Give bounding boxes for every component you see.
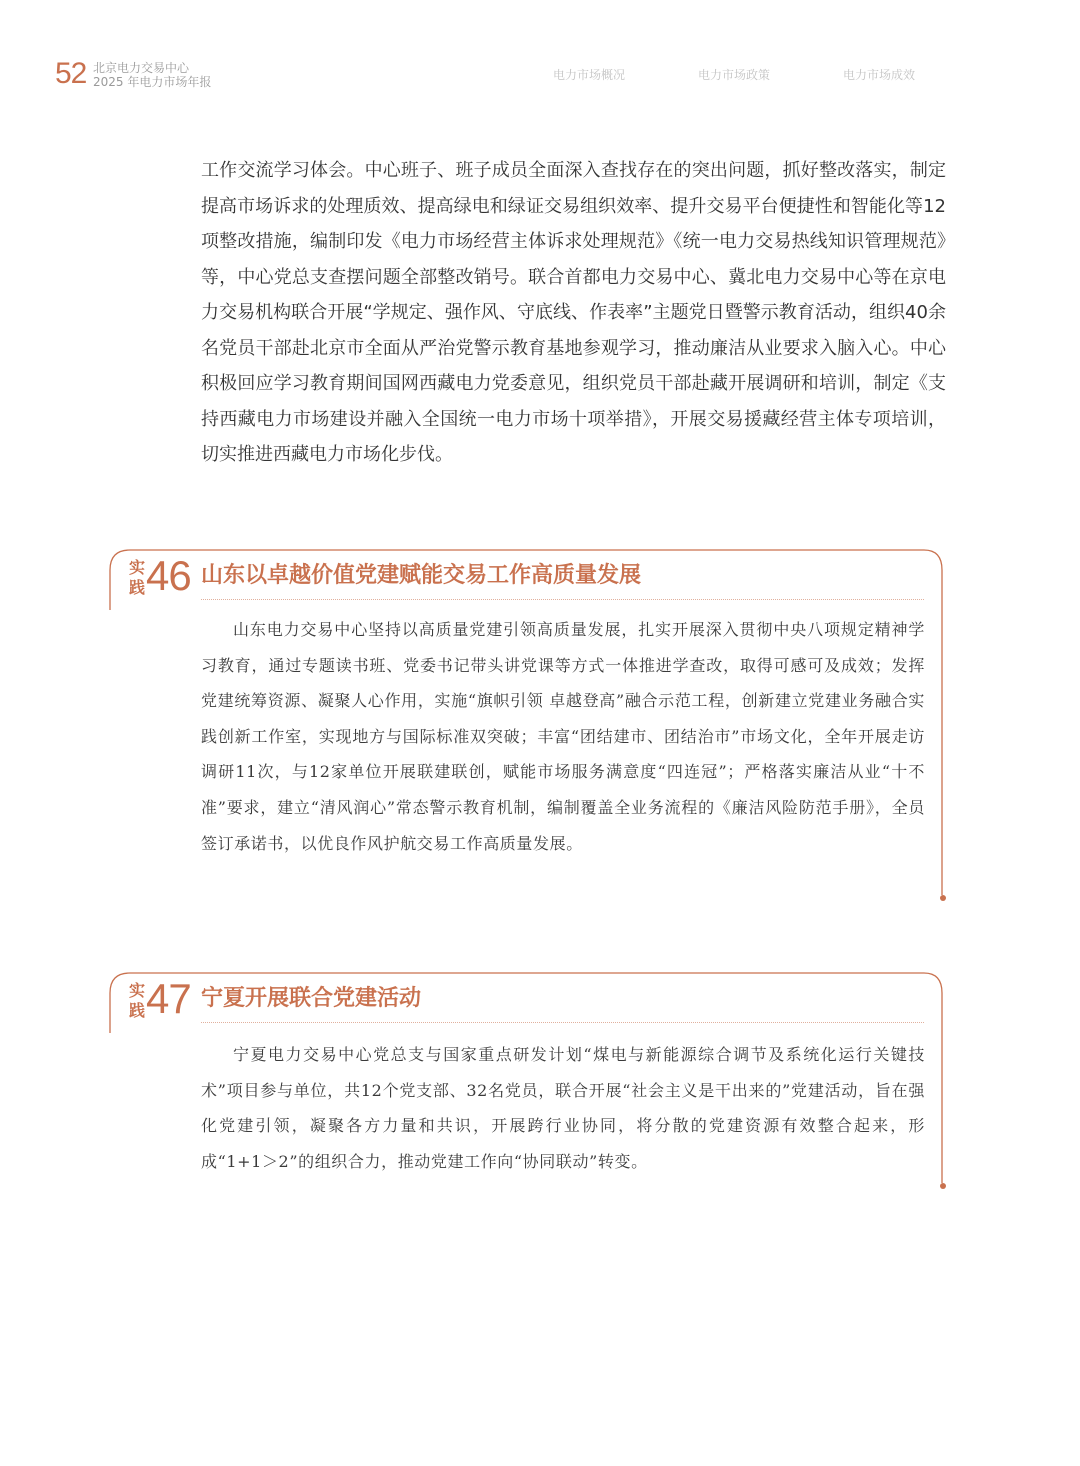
report-info [93,61,211,89]
practice-body [201,1037,925,1179]
practice-body [201,612,925,861]
practice-card [108,971,944,1186]
nav-link-overview[interactable]: 电力市场概况 [553,68,626,82]
practice-paragraph: 山东电力交易中心坚持以高质量党建引领高质量发展，扎实开展深入贯彻中央八项规定精神学习教育，通过专题读书班、党委书记带头讲党课等方式一体推进学查改，取得可感可及成效；发挥党建统筹资源、凝聚人心作用，实施“旗帜引领 卓越登高”融合示范工程，创新建立党建业务融合实践创新工作室，实现地方与国际标准双突破；丰富“团结建市、团结治市”市场文化，全年开展走访调研11次，与12家单位开展联建联创，赋能市场服务满意度“四连冠”；严格落实廉洁从业“十不准”要求，建立“清风润心”常态警示教育机制，编制覆盖全业务流程的《廉洁风险防范手册》，全员签订承诺书，以优良作风护航交易工作高质量发展。 [201,620,925,853]
org-name: 北京电力交易中心 [93,61,190,75]
practice-number: 46 [146,552,191,599]
practice-title: 山东以卓越价值党建赋能交易工作高质量发展 [201,563,642,588]
practice-tag-label: 实 践 [128,981,145,1020]
frame-end-dot [940,1183,946,1189]
practice-paragraph: 宁夏电力交易中心党总支与国家重点研发计划“煤电与新能源综合调节及系统化运行关键技术”项目参与单位，共12个党支部、32名党员，联合开展“社会主义是干出来的”党建活动，旨在强化党建引领，凝聚各方力量和共识，开展跨行业协同，将分散的党建资源有效整合起来，形成“1+1＞2”的组织合力，推动党建工作向“协同联动”转变。 [201,1045,925,1171]
nav-link-results[interactable]: 电力市场成效 [843,68,916,82]
frame-end-dot [940,895,946,901]
practice-tag-label: 实 践 [128,558,145,597]
intro-paragraph: 工作交流学习体会。中心班子、班子成员全面深入查找存在的突出问题，抓好整改落实，制定提高市场诉求的处理质效、提高绿电和绿证交易组织效率、提升交易平台便捷性和智能化等12项整改措施，编制印发《电力市场经营主体诉求处理规范》《统一电力交易热线知识管理规范》等，中心党总支查摆问题全部整改销号。联合首都电力交易中心、冀北电力交易中心等在京电力交易机构联合开展“学规定、强作风、守底线、作表率”主题党日暨警示教育活动，组织40余名党员干部赴北京市全面从严治党警示教育基地参观学习，推动廉洁从业要求入脑入心。中心积极回应学习教育期间国网西藏电力党委意见，组织党员干部赴藏开展调研和培训，制定《支持西藏电力市场建设并融入全国统一电力市场十项举措》，开展交易援藏经营主体专项培训，切实推进西藏电力市场化步伐。 [201,160,946,465]
dotted-divider [201,1022,924,1023]
practice-card [108,548,944,898]
intro-section [201,153,946,473]
practice-title: 宁夏开展联合党建活动 [201,986,422,1011]
dotted-divider [201,599,924,600]
page-number: 52 [55,57,87,90]
practice-number: 47 [146,975,191,1022]
nav-link-policy[interactable]: 电力市场政策 [698,68,771,82]
report-name: 2025 年电力市场年报 [93,75,212,89]
